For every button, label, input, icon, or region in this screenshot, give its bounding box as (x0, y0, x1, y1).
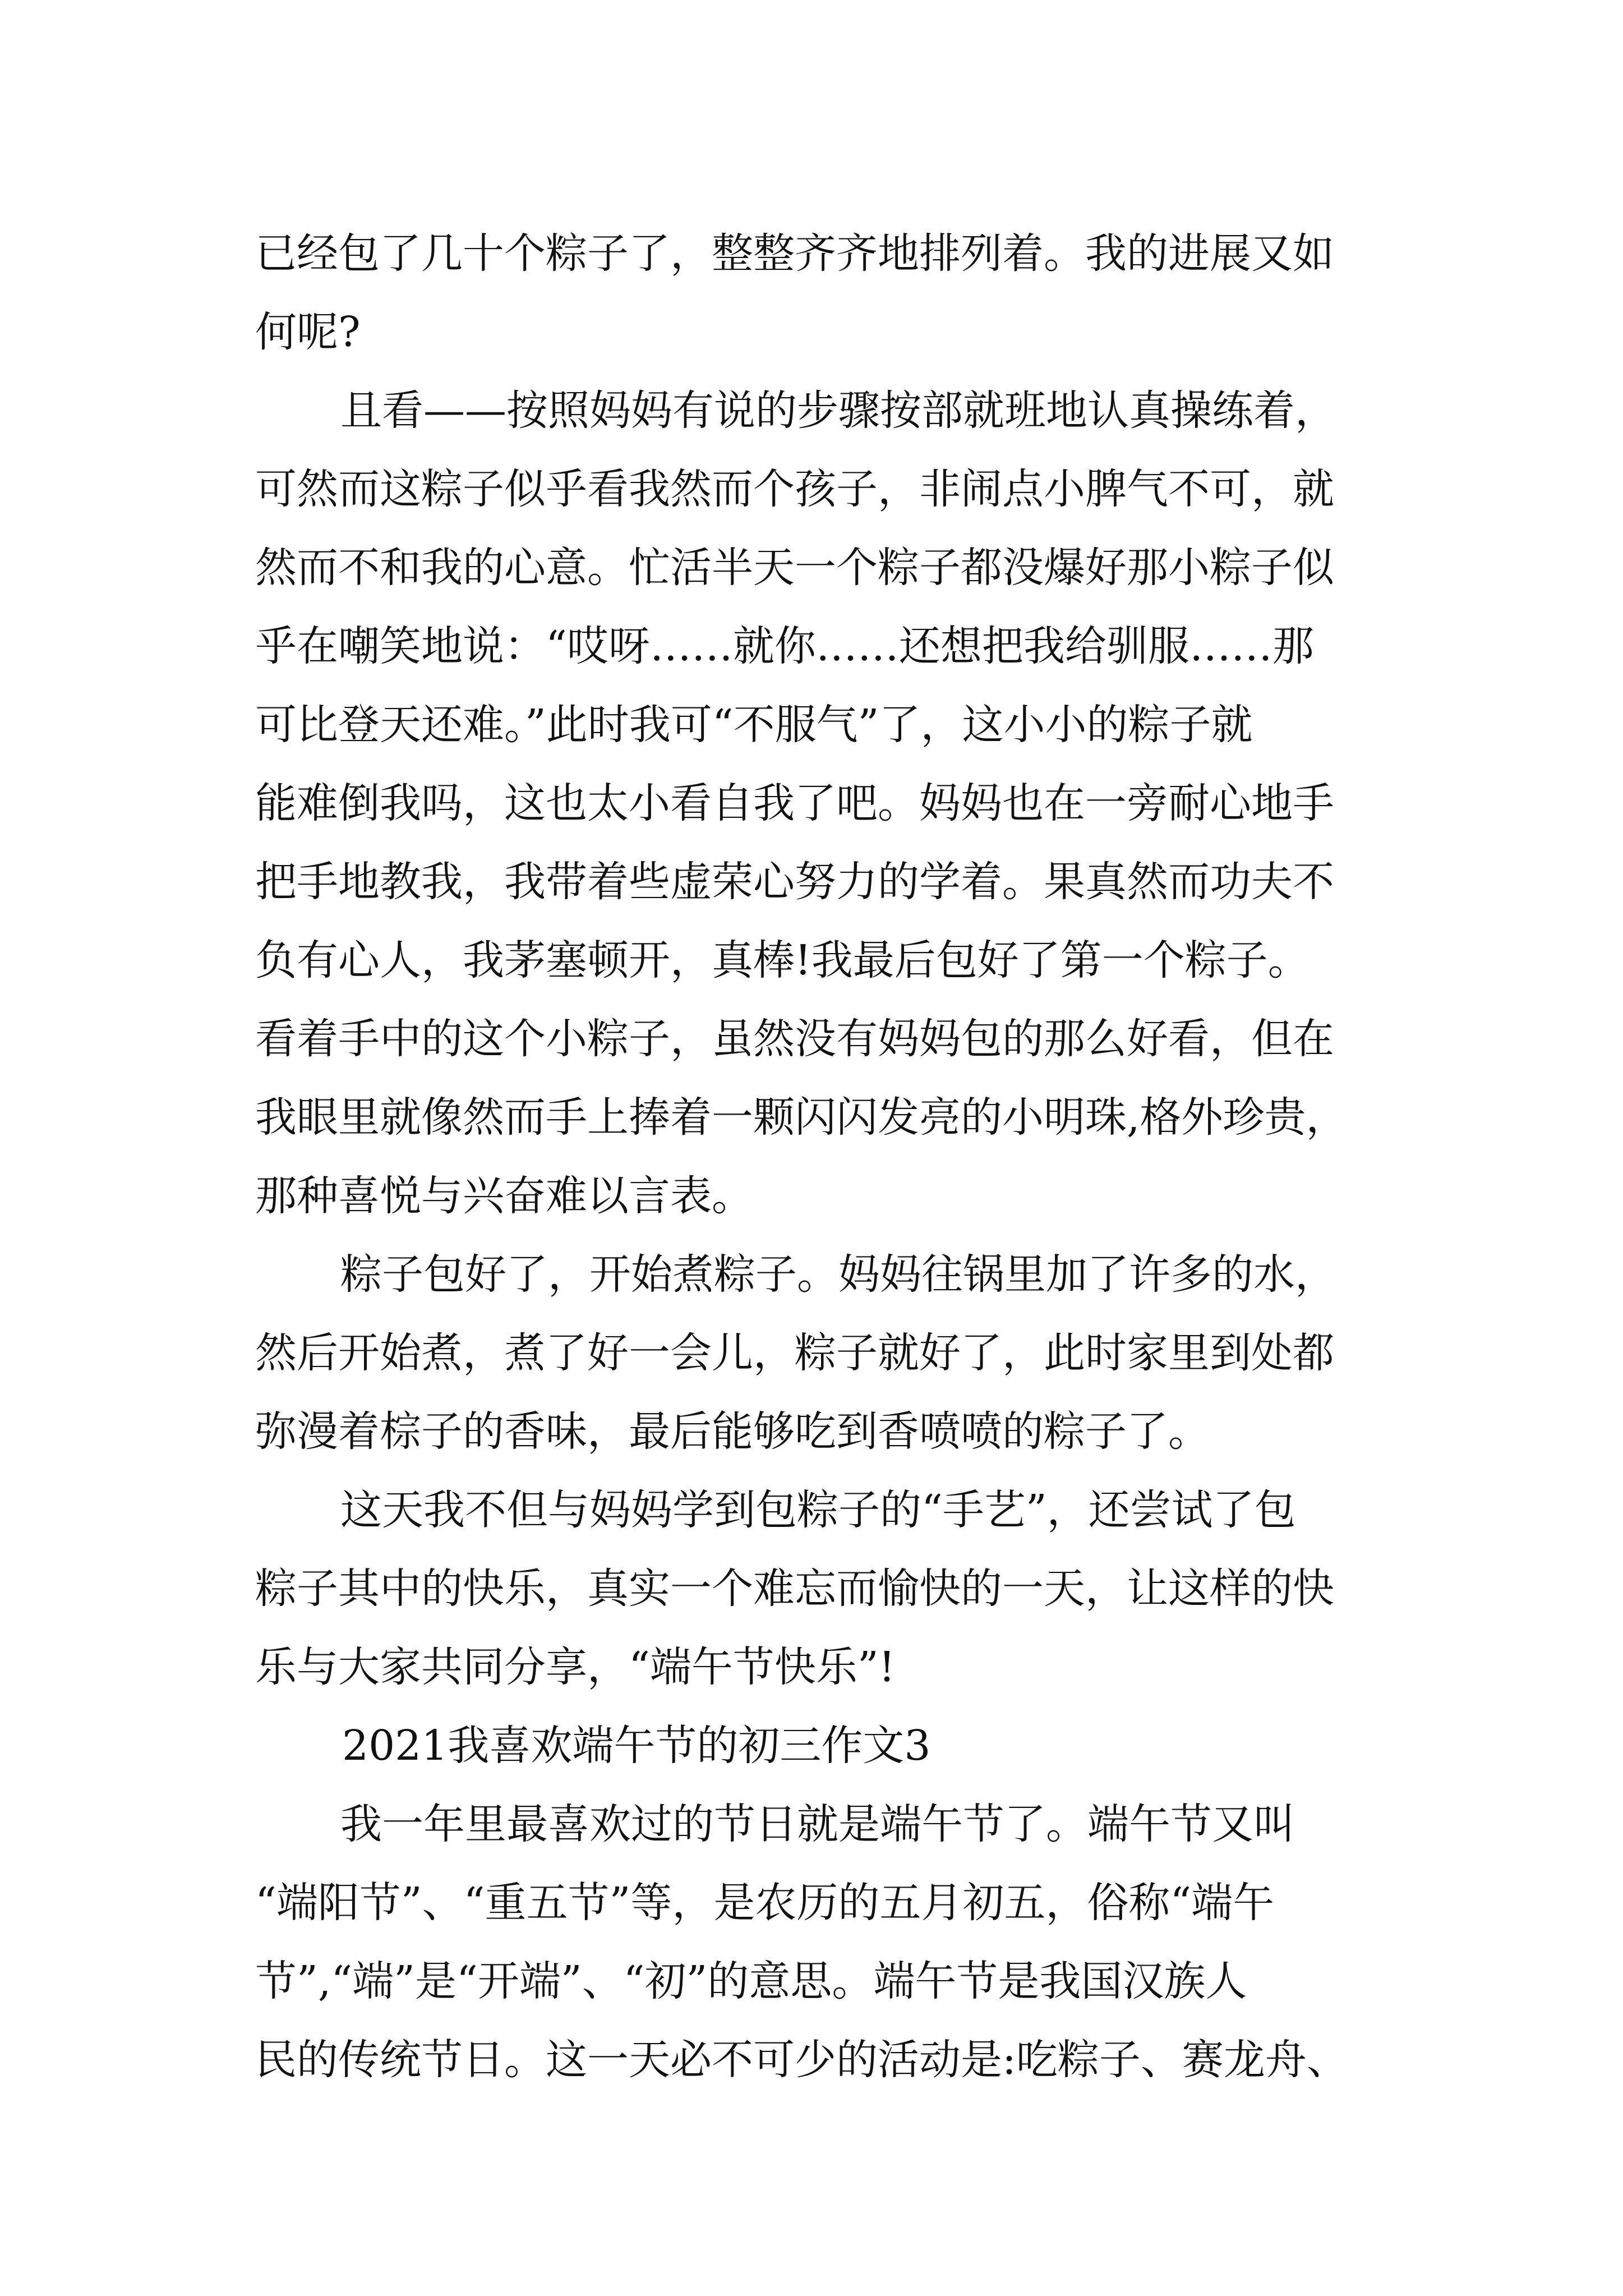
text-line: 看着手中的这个小粽子，虽然没有妈妈包的那么好看，但在 (255, 1015, 1334, 1063)
text-line: 乎在嘲笑地说：“哎呀……就你……还想把我给驯服……那 (255, 622, 1314, 670)
text-line: 粽子其中的快乐，真实一个难忘而愉快的一天，让这样的快 (255, 1565, 1334, 1613)
section-heading: 2021我喜欢端午节的初三作文3 (342, 1722, 931, 1770)
text-line: 负有心人，我茅塞顿开，真棒!我最后包好了第一个粽子。 (255, 936, 1310, 984)
text-line: 弥漫着棕子的香味，最后能够吃到香喷喷的粽子了。 (255, 1407, 1210, 1456)
text-line: 已经包了几十个粽子了，整整齐齐地排列着。我的进展又如 (255, 229, 1334, 278)
text-line: 节”,“端”是“开端”、“初”的意思。端午节是我国汉族人 (255, 1957, 1247, 2005)
text-line: 然而不和我的心意。忙活半天一个粽子都没爆好那小粽子似 (255, 544, 1334, 592)
text-line: 能难倒我吗，这也太小看自我了吧。妈妈也在一旁耐心地手 (255, 779, 1334, 827)
text-line: 民的传统节日。这一天必不可少的活动是:吃粽子、赛龙舟、 (255, 2036, 1348, 2084)
text-line: 粽子包好了，开始煮粽子。妈妈往锅里加了许多的水， (340, 1250, 1336, 1299)
text-line: 然后开始煮，煮了好一会儿，粽子就好了，此时家里到处都 (255, 1329, 1334, 1377)
text-line: 可比登天还难。”此时我可“不服气”了，这小小的粽子就 (255, 701, 1253, 749)
text-line: 我眼里就像然而手上捧着一颗闪闪发亮的小明珠,格外珍贵， (255, 1093, 1348, 1142)
text-line: 可然而这粽子似乎看我然而个孩子，非闹点小脾气不可，就 (255, 465, 1334, 513)
text-line: 把手地教我，我带着些虚荣心努力的学着。果真然而功夫不 (255, 858, 1334, 906)
text-line: 那种喜悦与兴奋难以言表。 (255, 1172, 753, 1220)
text-line: 我一年里最喜欢过的节日就是端午节了。端午节又叫 (340, 1800, 1295, 1848)
text-line: 这天我不但与妈妈学到包粽子的“手艺”，还尝试了包 (340, 1486, 1296, 1534)
text-line: 何呢? (255, 308, 361, 356)
text-line: 且看——按照妈妈有说的步骤按部就班地认真操练着， (340, 386, 1336, 435)
text-line: 乐与大家共同分享，“端午节快乐”! (255, 1643, 896, 1691)
text-line: “端阳节”、“重五节”等，是农历的五月初五，俗称“端午 (255, 1879, 1275, 1927)
